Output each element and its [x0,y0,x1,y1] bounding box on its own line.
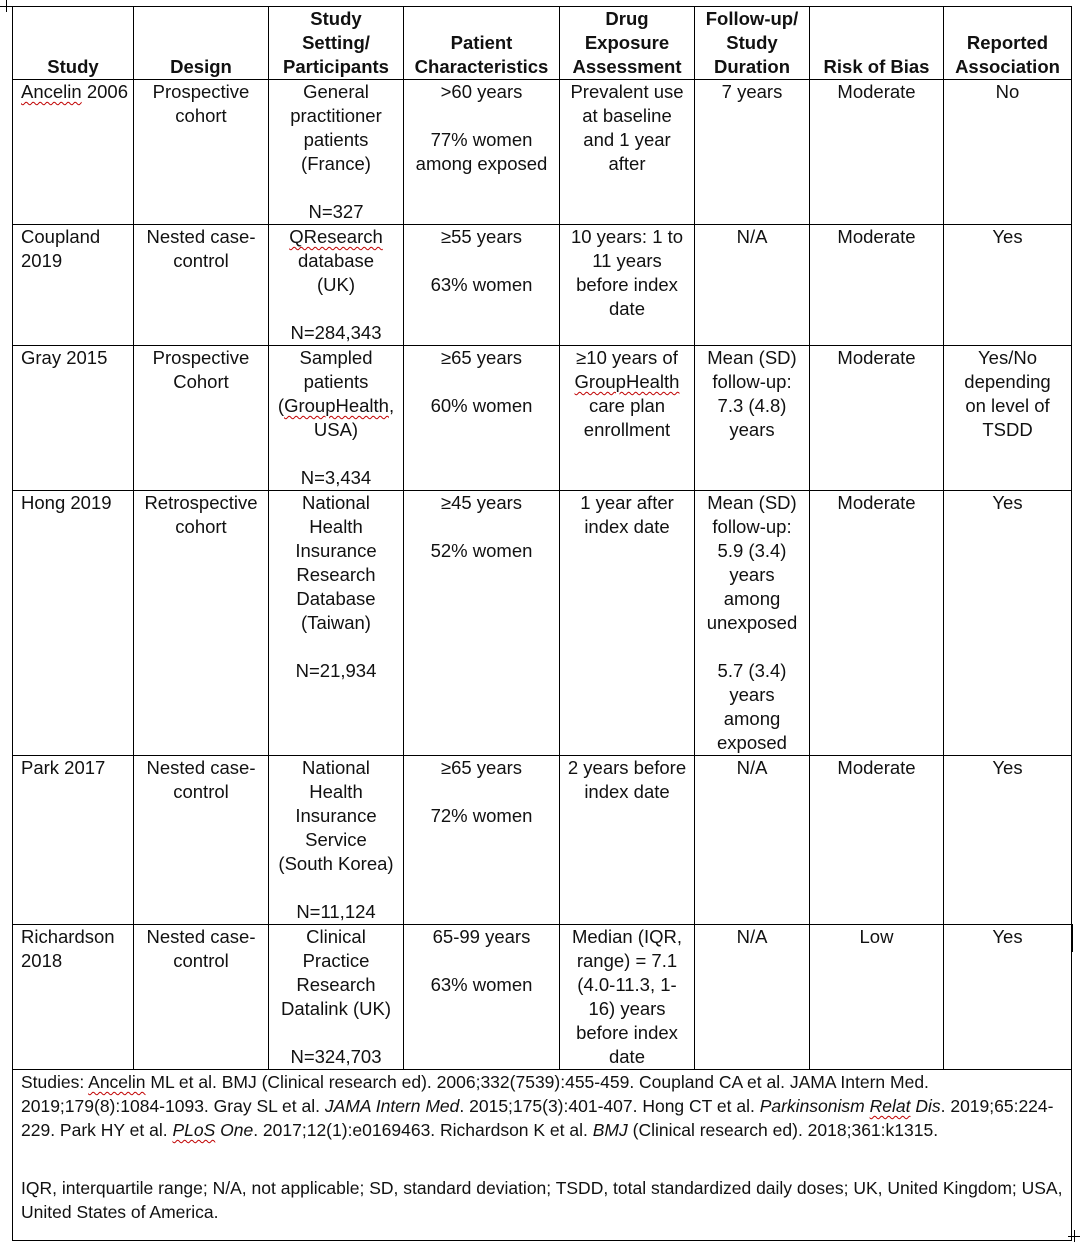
bias-cell [810,346,944,491]
cell-line: database [297,250,375,271]
column-header-design [134,7,269,80]
study-cell [13,346,134,491]
column-header-association [944,7,1072,80]
cell-line: control [173,250,229,271]
cell-line: index date [584,516,670,537]
cell-line: Moderate [837,757,916,778]
design-cell [134,491,269,756]
spellcheck-flag: QResearch [289,226,383,247]
cell-line: Practice [302,950,370,971]
design-cell [134,225,269,346]
cell-line: depending [964,371,1051,392]
cell-line: care plan [588,395,666,416]
cell-line: years [729,684,775,705]
cell-line: N=324,703 [290,1046,382,1067]
column-header-line: Participants [283,56,389,77]
cell-line: 5.7 (3.4) [717,660,787,681]
cell-line: among exposed [415,153,548,174]
cell-spacer [271,1021,401,1045]
cell-line: 2018 [21,950,63,971]
cell-line: Coupland [21,226,101,247]
followup-cell [695,491,810,756]
followup-cell [695,225,810,346]
cell-line: patients [303,129,369,150]
cell-line: N=11,124 [296,901,376,922]
setting-cell [269,756,404,925]
cell-line: Mean (SD) [707,347,797,368]
cell-line: Research [296,564,376,585]
cell-line: date [608,1046,645,1067]
cell-line: Research [296,974,376,995]
column-header-line: Characteristics [414,56,549,77]
cell-line: National [302,492,370,513]
cell-line: Median (IQR, [571,926,682,947]
footnote-segment: Ancelin [88,1072,146,1092]
column-header-bias [810,7,944,80]
cell-line: Prospective [152,347,250,368]
cell-line: unexposed [706,612,798,633]
patients-cell [404,80,560,225]
cell-line: Richardson [21,926,115,947]
cell-spacer [406,104,557,128]
setting-cell [269,225,404,346]
column-header-line: Drug [605,8,649,29]
followup-cell [695,346,810,491]
cell-line: follow-up: [712,371,792,392]
cell-line: 60% women [430,395,533,416]
association-cell [944,925,1072,1070]
setting-cell [269,80,404,225]
footnote-cell [13,1070,1072,1241]
cell-spacer [271,297,401,321]
cell-line: Yes [992,757,1023,778]
cell-line: 63% women [430,274,533,295]
cell-line: cohort [175,105,227,126]
table-row [13,925,1072,1070]
footnote-row [13,1070,1072,1241]
cell-line: follow-up: [712,516,792,537]
cell-line: Park 2017 [21,757,106,778]
cell-line: among [723,588,781,609]
setting-cell [269,925,404,1070]
cell-spacer [271,176,401,200]
cell-line: 7 years [721,81,783,102]
footnote-segment: JAMA Intern Med [324,1096,460,1116]
cell-line: Prospective [152,81,250,102]
bias-cell [810,225,944,346]
exposure-cell [560,925,695,1070]
design-cell [134,756,269,925]
cell-line: 7.3 (4.8) [717,395,787,416]
design-cell [134,346,269,491]
setting-cell [269,491,404,756]
table-row [13,346,1072,491]
cell-spacer [406,780,557,804]
cell-line: range) = 7.1 [576,950,678,971]
cell-line: 11 years [592,250,662,271]
column-header-exposure [560,7,695,80]
cell-line: (Taiwan) [301,612,371,633]
cell-line: 63% women [430,974,533,995]
cell-line: Gray 2015 [21,347,108,368]
cell-line: Ancelin 2006 [21,81,128,102]
footnote-segment: Relat [869,1096,911,1116]
setting-cell [269,346,404,491]
footnote-segment: Parkinsonism [759,1096,870,1116]
followup-cell [695,80,810,225]
crop-mark-bottom-right-vertical [1074,1230,1075,1242]
column-header-line: Follow-up/ [705,8,799,29]
cell-line: Insurance [295,540,377,561]
footnote-segment: . 2015;175(3):401-407. Hong CT et al. [459,1096,760,1116]
cell-line: control [173,781,229,802]
cell-line: Datalink (UK) [281,998,391,1019]
cell-line: (UK) [316,274,356,295]
cell-line: 2 years before [567,757,687,778]
bias-cell [810,756,944,925]
cell-line: years [729,419,775,440]
table-row [13,80,1072,225]
design-cell [134,80,269,225]
cell-line: N=284,343 [290,322,382,343]
cell-line [562,370,692,394]
cell-line: Health [309,516,363,537]
cell-line: exposed [717,732,787,753]
cell-line: 16) years [588,998,666,1019]
cell-line: on level of [965,395,1050,416]
study-cell [13,925,134,1070]
cell-line: N=3,434 [300,467,372,488]
column-header-setting [269,7,404,80]
cell-line: Moderate [837,226,916,247]
cell-line: Mean (SD) [707,492,797,513]
cell-line: N=21,934 [295,660,377,681]
exposure-cell [560,346,695,491]
cell-line: 2019 [21,250,63,271]
cell-line: 77% women [430,129,533,150]
footnote-segment: PLoS [172,1120,216,1140]
table-row [13,225,1072,346]
cell-line: Yes [992,492,1023,513]
cell-line: years [729,564,775,585]
column-header-line: Assessment [572,56,682,77]
cell-spacer [697,635,807,659]
cell-line: ≥55 years [440,226,523,247]
cell-line: control [173,950,229,971]
bias-cell [810,80,944,225]
exposure-cell [560,756,695,925]
association-cell [944,491,1072,756]
cell-line: Moderate [837,347,916,368]
cell-line: Nested case- [146,926,256,947]
cell-line: Yes/No [978,347,1037,368]
cell-line: ≥45 years [440,492,523,513]
column-header-line: Association [955,56,1060,77]
study-cell [13,756,134,925]
footnote-segment: ML et al. BMJ (Clinical research ed). 2006;332(7539):455-459. Coupland CA et al. JAMA Intern Med. 2019;179(8):1084-1093. Gray SL et al. [21,1072,929,1116]
cell-line: 1 year after [580,492,674,513]
spellcheck-flag: GroupHealth [284,395,389,416]
exposure-cell [560,225,695,346]
cell-line: patients [303,371,369,392]
column-header-followup [695,7,810,80]
cell-line: Moderate [837,492,916,513]
cell-spacer [406,949,557,973]
cell-line: before index [576,274,678,295]
cell-line: 10 years: 1 to [570,226,684,247]
study-cell [13,225,134,346]
exposure-cell [560,491,695,756]
cell-line: General [303,81,369,102]
cell-line: Database [296,588,376,609]
footnote-segment: . 2019;65:224-229. Park HY et al. [21,1096,1054,1140]
cell-line: Retrospective [144,492,258,513]
footnote-segment: Dis [910,1096,941,1116]
crop-mark-top-left-vertical [6,0,7,12]
cell-line: after [608,153,646,174]
column-header-line: Duration [713,56,791,77]
column-header-line: Exposure [584,32,670,53]
footnote-segment: Studies: [21,1072,89,1092]
cell-spacer [406,370,557,394]
spellcheck-flag: Ancelin [21,81,82,102]
cell-line: among [723,708,781,729]
column-header-line: Risk of Bias [823,56,930,77]
cell-line: at baseline [582,105,672,126]
table-body [13,80,1072,1070]
footnote-segment: . 2017;12(1):e0169463. Richardson K et al. [253,1120,593,1140]
study-cell [13,80,134,225]
cell-spacer [271,442,401,466]
footnote-references [21,1070,1063,1142]
cell-line: N/A [736,757,768,778]
cell-line: 65-99 years [432,926,531,947]
patients-cell [404,346,560,491]
cell-line: No [995,81,1020,102]
cell-line: enrollment [583,419,671,440]
column-header-line: Patient [450,32,513,53]
footnote-abbreviations: IQR, interquartile range; N/A, not applicable; SD, standard deviation; TSDD, total standardized daily doses; UK, United Kingdom; USA, United States of America. [21,1178,1063,1222]
cell-spacer [271,635,401,659]
table-row [13,491,1072,756]
column-header-line: Reported [966,32,1049,53]
column-header-line: Study [726,32,778,53]
column-header-study [13,7,134,80]
cell-line: Clinical [306,926,366,947]
cell-line: 72% women [430,805,533,826]
spellcheck-flag: GroupHealth [574,371,680,392]
cell-line: N/A [736,926,768,947]
cell-spacer [271,876,401,900]
cell-line [271,225,401,249]
cell-line: Sampled [299,347,373,368]
cell-line: practitioner [290,105,382,126]
cell-line: 52% women [430,540,533,561]
cell-line: Low [859,926,894,947]
exposure-cell [560,80,695,225]
cell-line: Cohort [173,371,229,392]
association-cell [944,225,1072,346]
cell-line: Moderate [837,81,916,102]
cell-line: Nested case- [146,757,256,778]
patients-cell [404,756,560,925]
column-header-line: Design [170,56,232,77]
patients-cell [404,925,560,1070]
cell-line: index date [584,781,670,802]
table-header-row [13,7,1072,80]
column-header-line: Study [310,8,362,29]
cell-line: (France) [301,153,371,174]
cell-line: ≥65 years [440,347,523,368]
association-cell [944,346,1072,491]
association-cell [944,80,1072,225]
footnote-segment: One [215,1120,254,1140]
bias-cell [810,925,944,1070]
cell-line: N=327 [308,201,364,222]
footnote-segment: BMJ [592,1120,628,1140]
footnote-segment: (Clinical research ed). 2018;361:k1315. [627,1120,939,1140]
association-cell [944,756,1072,925]
cell-line: N/A [736,226,768,247]
studies-table [12,6,1072,1241]
patients-cell [404,491,560,756]
cell-line: date [608,298,645,319]
bias-cell [810,491,944,756]
cell-spacer [406,249,557,273]
cell-line: Hong 2019 [21,492,112,513]
cell-line: cohort [175,516,227,537]
column-header-patients [404,7,560,80]
followup-cell [695,756,810,925]
cell-line: 5.9 (3.4) [717,540,787,561]
cell-line: USA) [313,419,359,440]
cell-line: ≥65 years [440,757,523,778]
cell-spacer [406,515,557,539]
column-header-line: Setting/ [302,32,370,53]
cell-line: (South Korea) [278,853,394,874]
cell-line: Yes [992,226,1023,247]
study-cell [13,491,134,756]
cell-line: Health [309,781,363,802]
cell-line: Nested case- [146,226,256,247]
design-cell [134,925,269,1070]
cell-line: Insurance [295,805,377,826]
cell-line: National [302,757,370,778]
followup-cell [695,925,810,1070]
cell-line: and 1 year [583,129,671,150]
table-row [13,756,1072,925]
cell-line: TSDD [982,419,1033,440]
cell-line: >60 years [440,81,523,102]
cell-line: (4.0-11.3, 1- [577,974,677,995]
patients-cell [404,225,560,346]
cell-line: Service [305,829,367,850]
cell-line: Yes [992,926,1023,947]
cell-line: (GroupHealth, [277,395,395,416]
cell-line: before index [576,1022,678,1043]
cell-line: ≥10 years of [576,347,678,368]
column-header-line: Study [47,56,99,77]
cell-line: Prevalent use [570,81,684,102]
